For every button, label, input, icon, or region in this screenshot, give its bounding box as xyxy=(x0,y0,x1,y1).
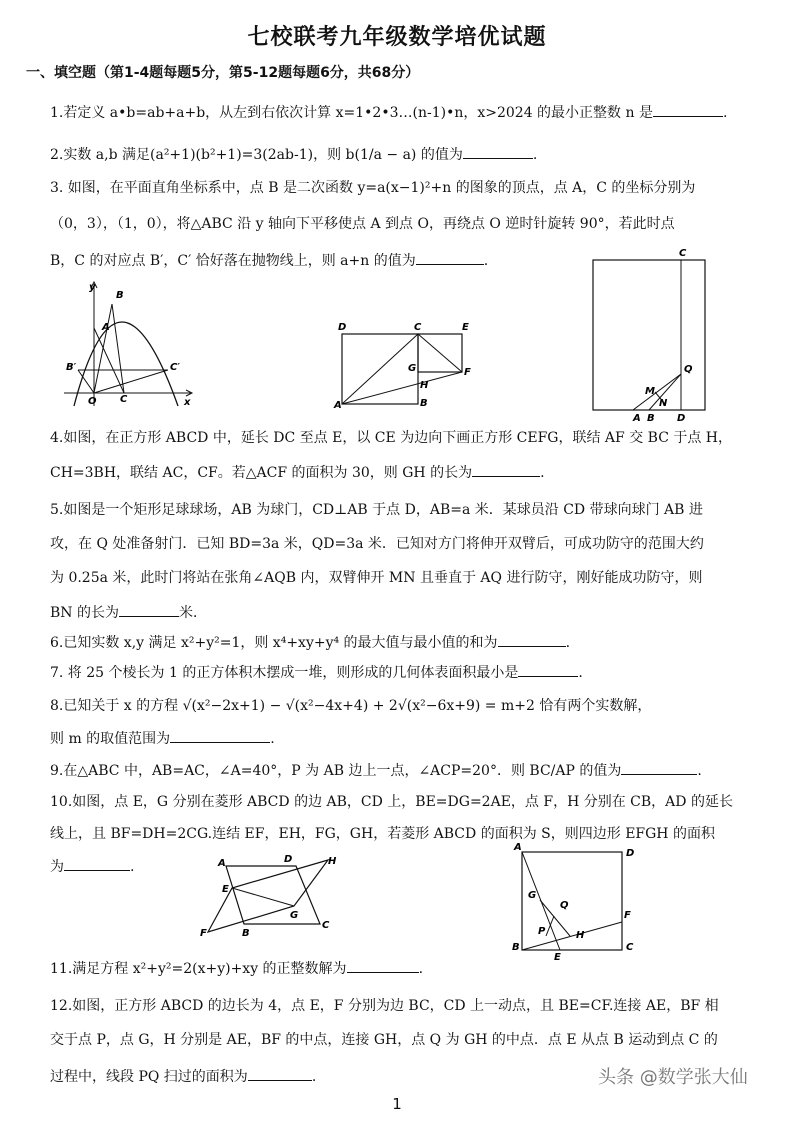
question-12-line-3: 过程中，线段 PQ 扫过的面积为 . xyxy=(50,1066,316,1087)
label-A: A xyxy=(218,858,226,869)
label-B: B xyxy=(116,290,124,301)
label-C: C xyxy=(626,942,634,953)
page-title: 七校联考九年级数学培优试题 xyxy=(247,25,547,50)
question-8-line-2: 则 m 的取值范围为 . xyxy=(50,728,275,749)
label-B: B xyxy=(242,928,250,938)
label-G: G xyxy=(290,910,299,921)
question-3-line-3: B，C 的对应点 B′，C′ 恰好落在抛物线上，则 a+n 的值为 . xyxy=(50,250,488,271)
label-C: C xyxy=(120,394,128,405)
question-6: 6.已知实数 x,y 满足 x²+y²=1，则 x⁴+xy+y⁴ 的最大值与最小值的和为 . xyxy=(50,632,570,653)
figure-parabola xyxy=(58,278,198,413)
answer-blank xyxy=(347,958,419,973)
answer-blank xyxy=(653,102,723,117)
label-N: N xyxy=(659,398,668,409)
question-9: 9.在△ABC 中，AB=AC，∠A=40°，P 为 AB 边上一点，∠ACP=20°．则 BC/AP 的值为 . xyxy=(50,760,702,781)
answer-blank xyxy=(119,602,179,617)
label-C: C xyxy=(322,920,330,931)
label-y: y xyxy=(89,282,96,293)
answer-blank xyxy=(621,760,697,775)
figure-square xyxy=(508,840,644,965)
label-B: B xyxy=(512,942,520,953)
label-B: B xyxy=(647,413,655,424)
label-E: E xyxy=(222,884,229,895)
rhombus xyxy=(226,866,320,924)
question-12-line-1: 12.如图，正方形 ABCD 的边长为 4，点 E，F 分别为边 BC，CD 上一动点，且 BE=CF.连接 AE，BF 相 xyxy=(50,998,719,1014)
figure-football-field xyxy=(585,244,710,424)
question-12-line-2: 交于点 P，点 G，H 分别是 AE，BF 的中点，连接 GH，点 Q 为 GH 的中点．点 E 从点 B 运动到点 C 的 xyxy=(50,1032,718,1048)
answer-blank xyxy=(518,662,578,677)
label-F: F xyxy=(624,910,631,921)
question-8-line-1: 8.已知关于 x 的方程 √(x²−2x+1) − √(x²−4x+4) + 2√(x²−6x+9) = m+2 恰有两个实数解， xyxy=(50,698,652,714)
figure-squares xyxy=(330,318,480,410)
question-5-line-4: BN 的长为 米． xyxy=(50,602,207,623)
answer-blank xyxy=(248,1066,312,1081)
label-M: M xyxy=(645,386,655,397)
label-D: D xyxy=(677,413,686,424)
page-number: 1 xyxy=(392,1095,402,1113)
label-A: A xyxy=(633,413,641,424)
label-G: G xyxy=(408,363,417,374)
question-5-line-2: 攻，在 Q 处准备射门．已知 BD=3a 米，QD=3a 米．已知对方门将伸开双臂后，可成功防守的范围大约 xyxy=(50,536,704,552)
question-10-line-3: 为 . xyxy=(50,856,134,877)
answer-blank xyxy=(170,728,270,743)
label-x: x xyxy=(184,397,191,408)
label-H: H xyxy=(576,930,585,941)
watermark: 头条 @数学张大仙 xyxy=(598,1067,748,1088)
question-4-line-1: 4.如图，在正方形 ABCD 中，延长 DC 至点 E，以 CE 为边向下画正方形 CEFG，联结 AF 交 BC 于点 H， xyxy=(50,430,733,446)
question-10-line-1: 10.如图，点 E，G 分别在菱形 ABCD 的边 AB，CD 上，BE=DG=2AE，点 F，H 分别在 CB，AD 的延长 xyxy=(50,794,733,810)
label-Q: Q xyxy=(684,364,693,375)
question-3-line-1: 3. 如图，在平面直角坐标系中，点 B 是二次函数 y=a(x−1)²+n 的图象的顶点，点 A，C 的坐标分别为 xyxy=(50,180,696,196)
question-7: 7. 将 25 个棱长为 1 的正方体积木摆成一堆，则形成的几何体表面积最小是 . xyxy=(50,662,583,683)
quad-efgh xyxy=(208,860,328,932)
question-5-line-3: 为 0.25a 米，此时门将站在张角∠AQB 内，双臂伸开 MN 且垂直于 AQ 进行防守，刚好能成功防守，则 xyxy=(50,570,703,586)
question-1: 1.若定义 a•b=ab+a+b，从左到右依次计算 x=1•2•3…(n-1)•n，x>2024 的最小正整数 n 是 . xyxy=(50,102,727,123)
label-H: H xyxy=(420,380,429,391)
label-C: C xyxy=(679,248,687,259)
label-C: C xyxy=(414,322,422,333)
question-10-line-2: 线上，且 BF=DH=2CG.连结 EF，EH，FG，GH，若菱形 ABCD 的面积为 S，则四边形 EFGH 的面积 xyxy=(50,826,715,842)
figure-rhombus xyxy=(196,848,346,938)
label-C-prime: C′ xyxy=(170,362,180,373)
answer-blank xyxy=(416,250,484,265)
label-A: A xyxy=(514,842,522,853)
section-heading: 一、填空题（第1-4题每题5分，第5-12题每题6分，共68分） xyxy=(26,65,420,81)
answer-blank xyxy=(472,462,540,477)
question-2: 2.实数 a,b 满足(a²+1)(b²+1)=3(2ab-1)，则 b(1/a − a) 的值为 . xyxy=(50,144,537,165)
label-D: D xyxy=(626,848,635,859)
label-Q: Q xyxy=(560,900,569,911)
question-4-line-2: CH=3BH，联结 AC，CF。若△ACF 的面积为 30，则 GH 的长为 . xyxy=(50,462,545,483)
question-5-line-1: 5.如图是一个矩形足球球场，AB 为球门，CD⊥AB 于点 D，AB=a 米．某球员沿 CD 带球向球门 AB 进 xyxy=(50,502,703,518)
answer-blank xyxy=(463,144,533,159)
label-E: E xyxy=(462,322,469,333)
label-B-prime: B′ xyxy=(66,362,77,373)
answer-blank xyxy=(64,856,130,871)
answer-blank xyxy=(498,632,566,647)
label-F: F xyxy=(200,928,207,938)
label-O: O xyxy=(88,396,97,407)
label-G: G xyxy=(528,890,537,901)
question-11: 11.满足方程 x²+y²=2(x+y)+xy 的正整数解为 . xyxy=(50,958,423,979)
question-3-line-2: （0，3），（1，0），将△ABC 沿 y 轴向下平移使点 A 到点 O，再绕点 O 逆时针旋转 90°，若此时点 xyxy=(50,216,675,232)
label-F: F xyxy=(464,367,471,378)
label-D: D xyxy=(284,854,293,865)
label-A: A xyxy=(102,322,110,333)
label-A: A xyxy=(334,400,342,410)
label-E: E xyxy=(554,952,561,963)
label-H: H xyxy=(328,856,337,867)
label-B: B xyxy=(420,398,428,409)
label-D: D xyxy=(338,322,347,333)
label-P: P xyxy=(538,926,546,937)
